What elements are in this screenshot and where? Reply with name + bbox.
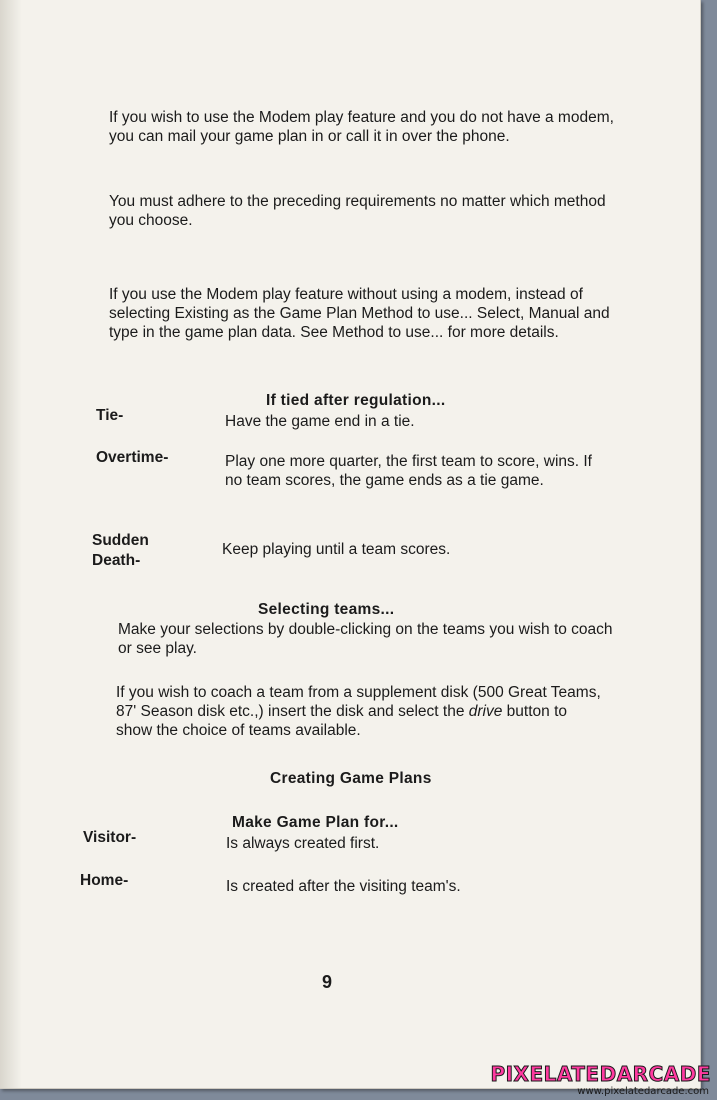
- term-sudden-death: Sudden Death-: [92, 532, 149, 569]
- page-spine-shadow: [0, 0, 22, 1088]
- heading-if-tied: If tied after regulation...: [266, 392, 446, 409]
- paragraph-adhere-requirements: You must adhere to the preceding requirements no matter which method you choose.: [109, 193, 606, 229]
- definition-sudden-death: Keep playing until a team scores.: [222, 541, 451, 558]
- subheading-make-game-plan: Make Game Plan for...: [232, 814, 399, 831]
- definition-tie: Have the game end in a tie.: [225, 413, 415, 430]
- paragraph-selecting-teams: Make your selections by double-clicking on the teams you wish to coach or see play.: [118, 621, 613, 657]
- heading-creating-game-plans: Creating Game Plans: [270, 770, 432, 787]
- definition-home: Is created after the visiting team's.: [226, 878, 461, 895]
- term-visitor: Visitor-: [83, 829, 137, 846]
- site-watermark-url: www.pixelatedarcade.com: [577, 1086, 709, 1097]
- paragraph-modem-without-modem: If you use the Modem play feature without using a modem, instead of selecting Existing as the Game Plan Method to use... Select, Manual and type in the game plan data. See Method to use... for more details.: [109, 286, 610, 341]
- paragraph-supplement-disk: If you wish to coach a team from a supplement disk (500 Great Teams, 87' Season disk etc.,) insert the disk and select the drive button to show the choice of teams available.: [116, 684, 601, 739]
- page-number: 9: [322, 972, 333, 992]
- term-home: Home-: [80, 872, 129, 889]
- definition-overtime: Play one more quarter, the first team to score, wins. If no team scores, the game ends as a tie game.: [225, 453, 592, 489]
- definition-visitor: Is always created first.: [226, 835, 380, 852]
- heading-selecting-teams: Selecting teams...: [258, 601, 395, 618]
- drive-button-reference: drive: [468, 703, 503, 720]
- term-overtime: Overtime-: [96, 449, 169, 466]
- site-watermark-logo: PIXELATEDARCADE: [490, 1062, 711, 1086]
- paragraph-modem-mail: If you wish to use the Modem play feature and you do not have a modem, you can mail your game plan in or call it in over the phone.: [109, 109, 614, 145]
- term-tie: Tie-: [96, 407, 124, 424]
